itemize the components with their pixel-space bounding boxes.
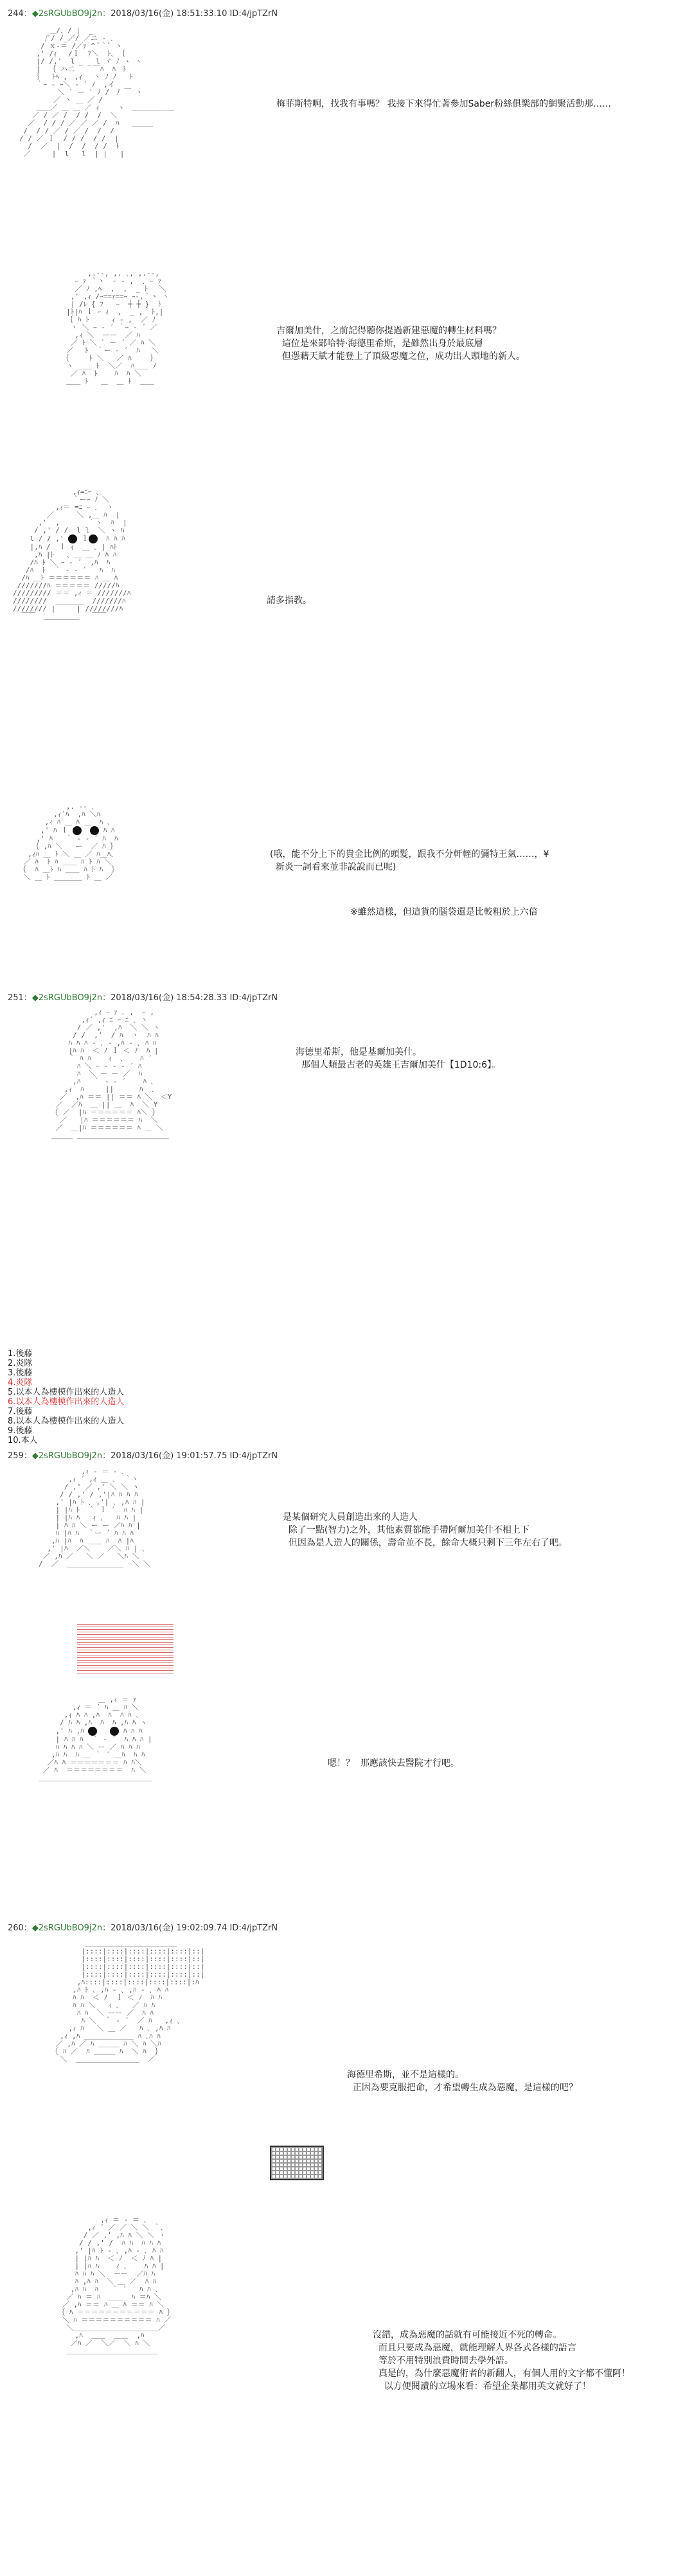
dialogue-gilgamesh-greeting: 梅菲斯特啊，找我有事嗎？ 我接下來得忙著參加Saber粉絲俱樂部的網聚活動那……: [276, 99, 612, 109]
vote-item: 5.以本人為樓模作出來的人造人: [8, 1388, 125, 1397]
ascii-art-gilgamesh-1: ＿/、/ | _ /ﾞ/ /_／/ ／ニ ‐ ､ / ｘ‐＝ /／ｧ ^ ﾞ｀ﾞ ヽ ,' /ｨ /ｌ ｱ＼ ﾄ､ ｛ |/ /,' l _ _ l ヾ ﾉ ヽ ヽ | ｛ ハ二 ￣ﾊ ﾊ ﾄ ｝ ﾄﾍ , ,ｨ ヽ ﾉ ﾉ ﾄ ｀ｰ ‐ ｰ＼ ‐ ´ ﾉ ,イ ＼ ` ー ' ﾉ / ﾉ ￣ ヽ ／ ヽ ＿ ／ / ＿＿／ ＿ ＿ ／ ｨ ヽ ＿＿＿＿＿＿ ／ / ／ / / / / ＼ ／ / / / ／ ／ ／ / ﾊ ＿＿＿ / / / ／ / ／ / / / / / ／ ｌ / / / / / | / ／ | / / / / ﾄ ／ | l l | | |: [19, 27, 175, 158]
poster-trip: ◆2sRGUbBO9j2n: [31, 1451, 103, 1461]
vote-item: 10.本人: [8, 1436, 38, 1445]
microchip-icon: [270, 2146, 324, 2180]
eye-icon: [73, 826, 82, 835]
poster-trip: ◆2sRGUbBO9j2n: [31, 993, 103, 1003]
post-separator: ：: [23, 993, 32, 1003]
post-meta: ：2018/03/16(金) 19:02:09.74 ID:4/jpTZrN: [102, 1923, 278, 1933]
post-header-259: [8, 1449, 278, 1461]
dialogue-narration-note: ※雖然這樣，但這貨的腦袋還是比較粗於上六倍: [350, 907, 538, 917]
ascii-art-gilgamesh-chibi: ,. -‐ ､ ,ｨ´ﾊ ,ﾊ ＼ﾊ ,ｨ ﾊ ＿ ﾊ ＿ ﾊ ､ ,' ﾊ ｌ ﾊ ﾊ ,' ﾊ ｀ ‐ ‐ ´ ﾊ ﾊ ｛ ,ﾊ ＼ ー ／ ﾊ ｝ ,ｨﾊ ＿ ﾄ ＼ ＿ ／ ﾊ＿ﾊ､ ／ ﾊ ﾄ ﾊ ＿＿ ﾊ ﾄ ﾊ ＼ ｛ ﾊ ＿ﾄ ﾊ ＿＿ ﾊ ﾄ ﾊ ｝ ＼ ＿ ﾄ ＿＿＿＿ ﾄ ＿ ／: [19, 803, 119, 881]
dialogue-gilgamesh-thought: (哦，能不分上下的貴金比例的頭髮，跟我不分軒輊的彌特王氣……，¥ 新炎一詞看來並非說說而已呢): [270, 849, 549, 872]
post-separator: ：: [23, 9, 32, 19]
eye-icon: [68, 534, 77, 543]
dialogue-heydrich-greeting: 請多指教。: [267, 595, 312, 606]
dialogue-gilgamesh-explain-homunculus: 是某個研究人員創造出來的人造人 除了一點(智力)之外，其他素質都能手帶阿爾加美什不相上下 但因為是人造人的關係，壽命並不長，餘命大概只剩下三年左右了吧。: [283, 1512, 567, 1548]
ascii-art-heydrich-bow: ,ｨ=ﾆｰ ､ ｀ーｰ ﾉ ＼ ,ｨ＝ =ﾆ ｰ ､ ヽ ／ ＼ ,＿ ﾊ | ,' , ｀ヽ ﾊ | / ,' / / l l ＼ ヽ ﾊ l / / ,' ｌ ﾊ ﾊ ﾊ |,ﾊ / ｌ ｨ ＿ ､ | ﾊﾄ ,ﾊ |ﾄ ､ ＿ ＿ ﾉ ﾊ ﾊ /ﾊ ﾄ ＼ ｰ ‐ ´ ,ﾊ ﾊ /ﾊ ﾄ ｀ ‐ ‐ ´ ﾊ ﾊ /ﾊ ＿ﾄ ＝＝＝＝＝＝ ﾊ ＿ ﾊ ///////ﾊ ＝＝＝＝＝ /////ﾊ ///////// ＝＝ ,ｨ ＝ ///////ﾊ //////// ＿＿＿＿ ///////ﾊ //////// | | ////////ﾊ ￣￣ ＿＿＿＿＿ ￣￣: [13, 488, 131, 621]
post-header-260: [8, 1921, 278, 1933]
eye-icon: [88, 1727, 97, 1736]
dialogue-mephisto-intro: 吉爾加美什，之前記得聽你提過新建惡魔的轉生材料嗎？ 這位是來鄙哈特·海德里希斯，是雖然出身於最底層 但憑藉天賦才能登上了頂級惡魔之位，成功出人頭地的新人。: [276, 326, 525, 362]
ascii-art-heydrich-surprised: ＿ ,ｨ ＝ ｧ ,ｨ ＝ ´ ﾊ ＿ ﾊ ＼ ,ｨ ﾊ ﾊ ,ﾊ ﾊ ﾊ ﾊ ､ / ﾊ ﾊ ,ﾊ ﾊ ﾊ ,ﾊ ﾊ ヽ ,' ﾊ ,ﾊ ﾊ ﾊ ﾊ | ﾊ ﾊ ﾊ ｀ ‐ ´ ﾊ ﾊ ﾊ | ﾊ ﾊ ﾊ ﾊ ＼ ー ／ ﾊ ﾊ ﾊ ,ﾊ ﾊ ﾊ ＿ ｀ ´ ＿ﾊ ﾊ ﾊ ／ﾊ ﾊ ＝＝＝＝＝＝＝ ﾊ ﾊ＼ ／ ﾊ ＝＝＝＝＝＝＝＝ ﾊ ＼ ＿＿＿＿＿＿＿＿＿＿＿＿＿＿＿＿: [39, 1696, 152, 1782]
ascii-art-homunculus: ,ｨ ‐ ＝ ‐ ､ ,ｨ ´ ,ｨ ＿ ､ ｀ヽ / ,' ／ ,' ＼ ＼ ヽ / / ,' / ,'|ﾊ ﾊ ﾊ ﾊ ,' |ﾊ ﾄ ､ ,'| ､ ,ﾊ ﾊ | | |ﾊ ﾄ ｀ ｌ ´ ﾊ ﾊ | | |ﾊ ﾊ ｨ ､ ﾊ ﾊ | | ﾊ ﾊ ＼ ー ー ／ﾊ ﾊ | ﾊ |ﾊ ﾊ ｀ー ´ ﾊ ﾊ ﾊ ,ﾊ |ﾊ ﾊ ＿＿ ﾊ ﾊ |ﾊ ,' |ﾊ ／＼ ／＼ ﾊ | ､ ／ ,ﾊ ／ ＼ ／ ＼ﾊ ＼ / ／ ＿＿＿＿＿＿＿＿ ＼ ＼: [39, 1468, 150, 1568]
eye-icon: [90, 826, 99, 835]
dialogue-mephisto-correction: 海德里希斯，並不是這樣的。 正因為要克服把命，才希望轉生成為惡魔，是這樣的吧？: [347, 2070, 578, 2093]
post-number: 251: [8, 993, 24, 1003]
vote-item-highlight: 4.炎隊: [8, 1378, 33, 1388]
post-separator: ：: [23, 1923, 32, 1933]
dialogue-heydrich-hospital: 嗯！？ 那應該快去醫院才行吧。: [328, 1758, 459, 1769]
post-number: 244: [8, 9, 24, 19]
vote-item-highlight: 6.以本人為樓模作出來的人造人: [8, 1397, 125, 1407]
post-meta: ：2018/03/16(金) 18:54:28.33 ID:4/jpTZrN: [102, 993, 278, 1003]
post-separator: ：: [23, 1451, 32, 1461]
ascii-art-mephisto-2: ,ｨ ｰ ｧ ､ , ｰ , ,ｨ´ ,ｨ ﾆ ｰ ﾆ ､ ヽ / ／ ,' ,ﾊ ＼ ＼ ヽ / / ,' / ﾊ ヽ ﾊ ﾊ ﾊ ﾊ ﾊ ‐ ､ ‐ ,ﾊ ‐ ､ ﾊ ﾊ |ﾊ ﾊ ＜ ﾉ ｌ ＜ ﾉ ﾊ | ｀ ﾊ ﾊ ｨ 、 ﾊ ´ ﾊ ＼ ｰ ‐ ‐ ‐ ´ ﾊ ﾊ ＼ ー ー ／ ﾊ ,ﾊ ｀ ‐ ‐ ´ ﾊ ､ ,ｨ ﾊ || ﾊ ､ ／ ,ﾊ ＝＝ || ＝＝ ﾊ ＼ ＜Y ／ ／ﾊ ＿ || ＿ ﾊ ＼ Y ｛ ／ |ﾊ ＝＝＝＝＝＝ ﾊ＼ ｝ ／ |ﾊ ＝＝＝＝＝＝ ﾊ ＼ ／ ＿|ﾊ ＝＝＝＝＝＝ ﾊ ＿ ＼ ＿＿＿ ＿＿＿＿＿＿＿＿＿＿＿＿＿: [51, 1009, 172, 1140]
poster-trip: ◆2sRGUbBO9j2n: [31, 9, 103, 19]
vote-item: 3.後藤: [8, 1368, 33, 1378]
dialogue-homunculus-reply: 沒錯，成為惡魔的話就有可能接近不死的轉命。 而且只要成為惡魔，就能理解人界各式各樣的語言 等於不用特別浪費時間去學外語。 真是的，為什麼惡魔術者的新翻人，有個人用的文字都不懂阿！ 以方便閱讀的立場來看：希望企業都用英文就好了！: [373, 2330, 630, 2392]
vote-item: 7.後藤: [8, 1407, 33, 1416]
ascii-art-mephisto-1: ,.-‐, ,. ､, ,.-‐, ｰ ｧ ｀ヽ ｰ ‐ , ､ ｰ ｧ ／ ﾉ ,ﾍ , , _ ﾄ ＼ ,' ,ｨ /ｰ==ｧ==ｰ ｰ-,｀ヽ ヽ | /ﾚ { ﾌ ｰ ┼ ┼ } ﾄ |ﾄ|ﾊ ｌ ｰ ｨ , _ , ﾄ,| ｛ ﾊ ﾄ ｨ ‐ , ／ ﾉ ヽ ＼ ｰ ‐ ´ ｀ｰ ‐ ´ ／ ,ｨ ＼ ーー ／ ﾊ ／ ﾄ ＼ ` ー ´ ／ ﾊ ＼ ／ ﾄ ｀ー ‐ ´ ﾊ ＼ ｛ ﾄ ＼ ／ ﾊ ｝ ヽ ＿＿ ﾄ ＼／ ﾊ＿＿ ﾉ ／ ﾊ ﾄ ﾊ ﾊ ＼ ＿＿ ﾄ ＿ ＿ ﾄ ＿＿: [62, 270, 170, 385]
post-header-244: [8, 6, 278, 19]
post-number: 260: [8, 1923, 24, 1933]
post-number: 259: [8, 1451, 24, 1461]
dice-vote-list: [8, 1349, 124, 1445]
vote-item: 8.以本人為樓模作出來的人造人: [8, 1416, 125, 1426]
eye-icon: [89, 534, 98, 543]
vote-item: 9.後藤: [8, 1426, 33, 1436]
vote-item: 2.炎隊: [8, 1359, 33, 1368]
red-scribble-decoration: [77, 1622, 174, 1673]
post-header-251: [8, 991, 278, 1003]
ascii-art-mephisto-3: ＿＿＿＿＿＿＿＿＿＿＿＿＿ |::::|::::|::::|::::|::::|::| |::::|::::|::::|::::|::::|::| |::::|::::|::::|::::|::::|::| |::::|::::|::::|::::|::::|::| ,ﾊ::::|::::|::::|::::|::::|:ﾊ ,ﾊ ﾄ ､ ,ﾊ ‐ ､ ,ﾊ ‐ ､ ﾊ ﾊ ﾊ ﾊ ＜ ﾉ ｌ ＜ ﾉ ﾊ ﾊ ﾊ ﾊ ＼ ｨ ､ ／ ﾊ ﾊ ﾊ ﾊ ＼ ーー ／ ﾊ ﾊ ﾊ ＼ ｀ ‐ ´ ／ ﾊ ,ｨ ､ ,ｨ ﾊ ＼ ＿ ／ ﾊ ､ ,ﾊ ﾊ ,ｨ ,ﾊ ＿＿＿＿＿＿＿ ﾊ ､ﾊ ﾊ ／ ,ﾊ ／ ﾊ ＿＿＿ ﾊ ＼ ﾊ ＼ﾊ ｛ ﾊ ／ ﾊ ＿＿＿ ﾊ ＼ ﾊ ｝ ＼ ＿＿＿＿＿＿＿＿＿ ／: [51, 1940, 205, 2063]
dialogue-mephisto-introduce-gil: 海德里希斯，他是基爾加美什。 那個人類最古老的英雄王吉爾加美什【1D10:6】。: [296, 1047, 501, 1070]
ascii-art-homunculus-2: ,ｨ ＝ ‐ ＝ ､ ,ｨ ´ ／ ／ ＼ ＼ ｀､ / ／ ,' ,ﾊ ﾊ ＼ ＼ ヽ / / ,' / ﾊ ﾊ ﾊ ﾊ ﾊ ,' |ﾊ ﾄ ‐ ､ ,ﾊ ‐ ､ ﾊ ﾊ | |ﾊ ﾊ ＜ ﾉ ＜ ﾉ ﾊ | | |ﾊ ﾊ ｨ ､ ﾊ ﾊ | ﾊ ﾊ ﾊ ＼ ーー ／ﾊ ﾊ ﾊ ,ﾊ ﾊ ＼ ＿ ／ ﾊ ﾊ ,ﾊ ﾊ ﾊ ｀ ´ ﾊ ﾊ ､ ／ ﾊ ＝ ﾊ ＿＿ ﾊ ＝ﾊ ＼ ／ ,ﾊ ＝＝ ﾊ ＿ ﾊ ＝＝ ﾊ ＼ ｛ ﾊ ＝＝＝＝＝＝＝＝＝＝＝ ﾊ ｝ ＼ ﾊ ＝＝＝＝＝＝＝＝＝＝ ﾊ ／ ＼＿＿＿＿＿＿＿＿＿＿＿＿／ ,ﾊ ＿＿ ＿＿ ,ﾊ ／ﾊ ／ ＼／ ＼ ﾊ ＼ ＿＿＿＿＿＿＿＿＿＿＿＿＿: [58, 2216, 174, 2355]
post-meta: ：2018/03/16(金) 18:51:33.10 ID:4/jpTZrN: [102, 9, 278, 19]
vote-item: 1.後藤: [8, 1349, 33, 1359]
post-meta: ：2018/03/16(金) 19:01:57.75 ID:4/jpTZrN: [102, 1451, 278, 1461]
poster-trip: ◆2sRGUbBO9j2n: [31, 1923, 103, 1933]
eye-icon: [110, 1727, 119, 1736]
